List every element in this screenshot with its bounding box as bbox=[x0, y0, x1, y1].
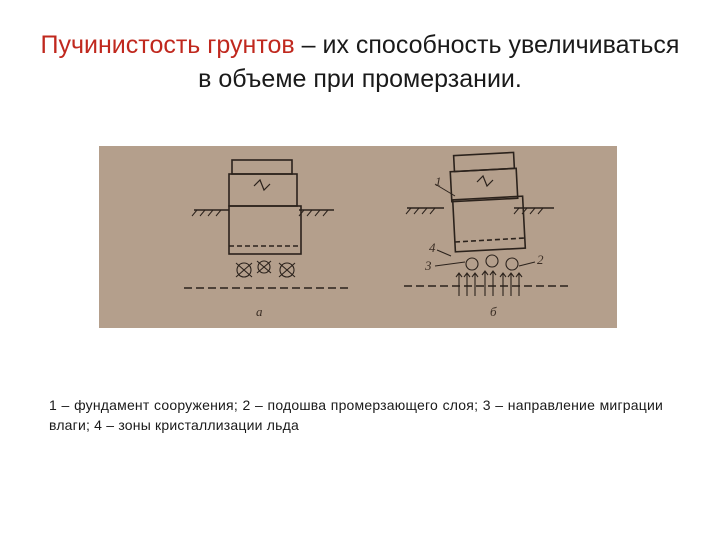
callout-3-label: 3 bbox=[425, 258, 432, 273]
panel-a-label: а bbox=[256, 304, 263, 319]
panel-b-label: б bbox=[490, 304, 497, 319]
title-rest-line1: – их способность увеличиваться bbox=[294, 31, 680, 59]
slide-title bbox=[20, 28, 700, 96]
panel-a-drawing bbox=[184, 160, 349, 288]
callout-2-label: 2 bbox=[537, 252, 544, 267]
title-term: Пучинистость грунтов bbox=[40, 31, 295, 59]
title-line2: в объеме при промерзании. bbox=[198, 65, 522, 93]
frost-heave-diagram bbox=[99, 146, 617, 328]
figure-caption: 1 – фундамент сооружения; 2 – подошва промерзающего слоя; 3 – направление миграции влаги; 4 – зоны кристаллизации льда bbox=[49, 397, 663, 433]
frost-heave-photo bbox=[99, 146, 617, 328]
panel-b-drawing bbox=[404, 152, 569, 296]
callout-1-label: 1 bbox=[435, 174, 442, 189]
callout-4-label: 4 bbox=[429, 240, 436, 255]
